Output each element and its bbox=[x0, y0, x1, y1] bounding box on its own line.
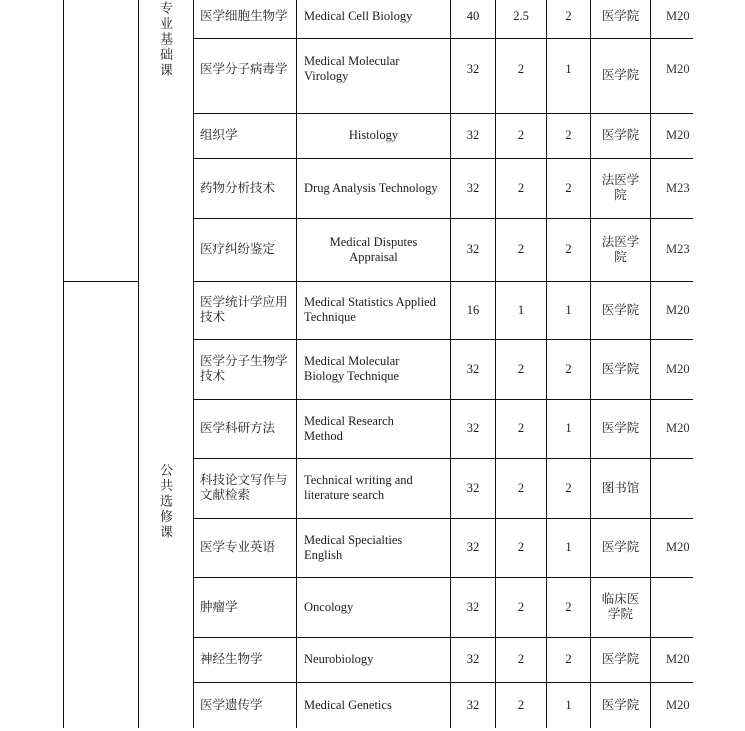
course-name-en: Medical Molecular Biology Technique bbox=[304, 354, 400, 383]
course-department: 医学院 bbox=[601, 421, 640, 435]
course-credits: 2 bbox=[517, 361, 525, 376]
course-hours: 32 bbox=[466, 180, 480, 195]
course-hours: 32 bbox=[466, 697, 480, 712]
course-credits: 2 bbox=[517, 540, 525, 554]
course-department: 医学院 bbox=[601, 68, 640, 82]
course-credits: 2 bbox=[517, 242, 525, 256]
course-semester: 2 bbox=[565, 128, 572, 142]
course-name-cn: 医学细胞生物学 bbox=[200, 8, 288, 23]
course-semester: 1 bbox=[565, 697, 572, 712]
course-code: M20 bbox=[666, 540, 690, 554]
course-name-cn: 医学遗传学 bbox=[200, 697, 263, 712]
course-name-cn: 医学分子病毒学 bbox=[200, 61, 288, 76]
course-credits: 2 bbox=[517, 599, 525, 614]
course-department: 图书馆 bbox=[601, 480, 640, 495]
course-code: M20 bbox=[666, 361, 690, 376]
course-hours: 32 bbox=[466, 421, 480, 435]
course-semester: 2 bbox=[565, 599, 572, 614]
course-code: M20 bbox=[666, 302, 690, 317]
course-hours: 32 bbox=[466, 599, 480, 614]
grid-line-vertical bbox=[63, 0, 64, 728]
course-code: M20 bbox=[666, 652, 690, 666]
course-name-en: Medical Statistics Applied Technique bbox=[304, 295, 436, 324]
course-code: M20 bbox=[666, 8, 690, 23]
course-name-en: Drug Analysis Technology bbox=[304, 180, 438, 195]
grid-line-horizontal bbox=[63, 281, 139, 282]
course-credits: 1 bbox=[517, 302, 525, 317]
course-name-en: Medical Disputes Appraisal bbox=[329, 234, 418, 264]
course-credits: 2.5 bbox=[513, 8, 529, 23]
course-name-en: Medical Specialties English bbox=[304, 532, 403, 562]
course-name-en: Neurobiology bbox=[304, 652, 374, 666]
course-department: 医学院 bbox=[601, 361, 640, 376]
course-name-cn: 神经生物学 bbox=[200, 652, 263, 666]
course-name-en: Medical Molecular Virology bbox=[304, 54, 400, 83]
course-department: 法医学 院 bbox=[601, 234, 640, 264]
course-department: 医学院 bbox=[601, 540, 640, 554]
course-credits: 2 bbox=[517, 421, 525, 435]
course-name-cn: 医学专业英语 bbox=[200, 540, 276, 554]
course-hours: 32 bbox=[466, 480, 480, 495]
course-hours: 40 bbox=[466, 8, 480, 23]
course-hours: 32 bbox=[466, 540, 480, 554]
course-code: M20 bbox=[666, 697, 690, 712]
course-code: M20 bbox=[666, 421, 690, 435]
course-department: 临床医 学院 bbox=[601, 592, 640, 621]
course-credits: 2 bbox=[517, 480, 525, 495]
course-name-cn: 医学统计学应用 技术 bbox=[200, 295, 288, 324]
course-semester: 1 bbox=[565, 302, 572, 317]
course-semester: 2 bbox=[565, 242, 572, 256]
course-credits: 2 bbox=[517, 652, 525, 666]
course-code: M23 bbox=[666, 180, 690, 195]
course-name-en: Medical Research Method bbox=[304, 413, 394, 443]
course-credits: 2 bbox=[517, 697, 525, 712]
course-hours: 32 bbox=[466, 242, 480, 256]
course-hours: 32 bbox=[466, 652, 480, 666]
course-hours: 32 bbox=[466, 61, 480, 76]
course-department: 医学院 bbox=[601, 8, 640, 23]
category-label-basic: 专业基础课 bbox=[158, 1, 173, 79]
category-label-elective: 公共选修课 bbox=[158, 463, 173, 541]
course-name-en: Medical Genetics bbox=[304, 697, 392, 712]
course-department: 医学院 bbox=[601, 302, 640, 317]
course-credits: 2 bbox=[517, 128, 525, 142]
course-name-cn: 医学科研方法 bbox=[200, 421, 276, 435]
course-hours: 32 bbox=[466, 361, 480, 376]
course-name-en: Histology bbox=[348, 128, 399, 142]
course-department: 法医学 院 bbox=[601, 173, 640, 202]
course-name-cn: 科技论文写作与 文献检索 bbox=[200, 473, 288, 502]
course-semester: 2 bbox=[565, 361, 572, 376]
course-semester: 1 bbox=[565, 61, 572, 76]
course-semester: 1 bbox=[565, 540, 572, 554]
course-name-en: Oncology bbox=[304, 599, 354, 614]
course-semester: 2 bbox=[565, 180, 572, 195]
course-name-cn: 医疗纠纷鉴定 bbox=[200, 242, 276, 256]
course-name-cn: 医学分子生物学 技术 bbox=[200, 354, 288, 383]
course-hours: 16 bbox=[466, 302, 480, 317]
course-semester: 2 bbox=[565, 480, 572, 495]
course-credits: 2 bbox=[517, 180, 525, 195]
course-hours: 32 bbox=[466, 128, 480, 142]
course-name-en: Medical Cell Biology bbox=[304, 8, 413, 23]
grid-line-vertical bbox=[138, 0, 139, 728]
course-code: M20 bbox=[666, 61, 690, 76]
course-name-cn: 肿瘤学 bbox=[200, 599, 238, 614]
course-name-cn: 药物分析技术 bbox=[200, 180, 276, 195]
course-name-en: Technical writing and literature search bbox=[304, 473, 413, 502]
course-name-cn: 组织学 bbox=[200, 128, 238, 142]
course-semester: 1 bbox=[565, 421, 572, 435]
course-department: 医学院 bbox=[601, 697, 640, 712]
course-semester: 2 bbox=[565, 8, 572, 23]
course-department: 医学院 bbox=[601, 128, 640, 142]
course-code: M23 bbox=[666, 242, 690, 256]
course-department: 医学院 bbox=[601, 652, 640, 666]
course-code: M20 bbox=[666, 128, 690, 142]
course-semester: 2 bbox=[565, 652, 572, 666]
course-credits: 2 bbox=[517, 61, 525, 76]
